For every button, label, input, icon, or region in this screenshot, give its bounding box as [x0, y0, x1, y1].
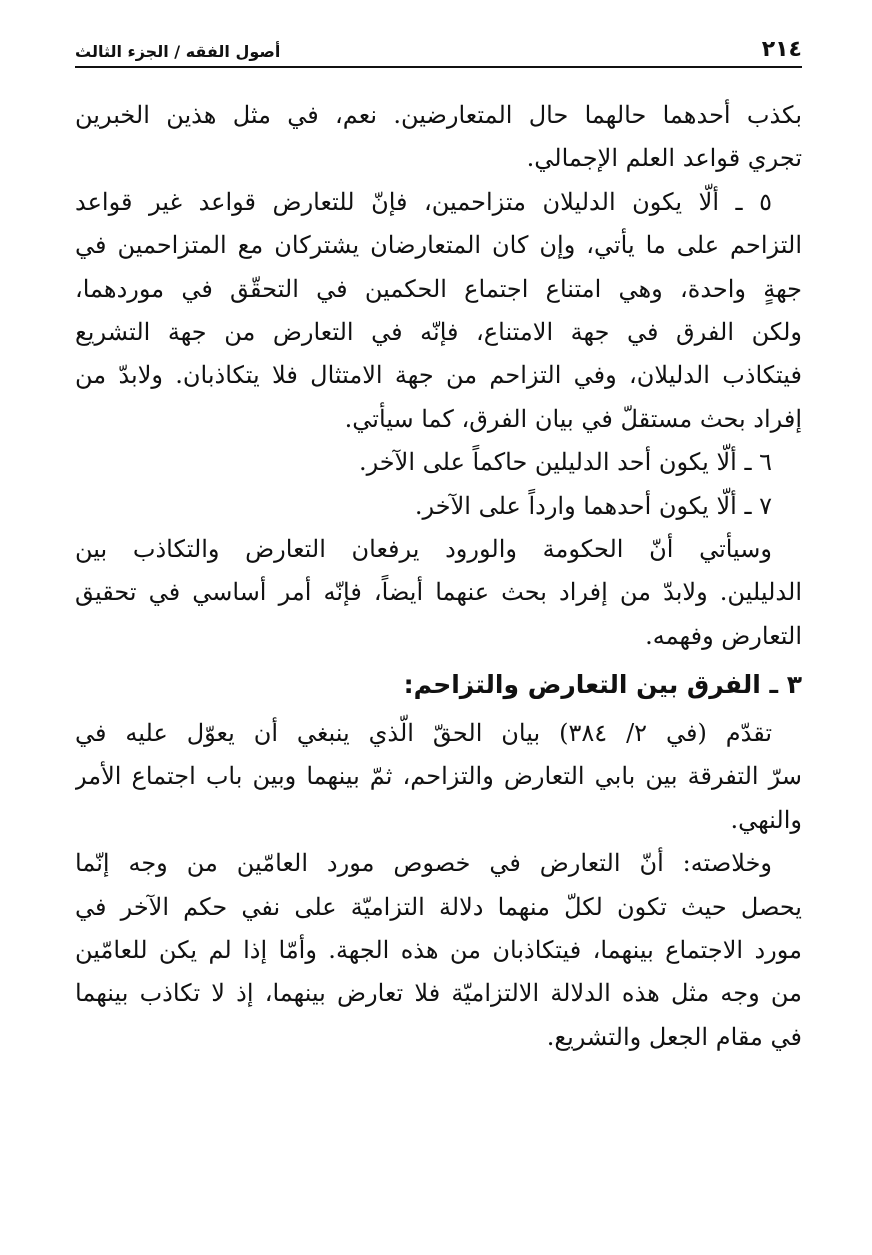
paragraph-condition-7 [75, 485, 802, 528]
paragraph-condition-6 [75, 441, 802, 484]
text-line: جهةٍ واحدة، وهي امتناع اجتماع الحكمين في التحقّق في موردهما، [75, 274, 802, 303]
text-line: سرّ التفرقة بين بابي التعارض والتزاحم، ثمّ بينهما وبين باب اجتماع الأمر [75, 762, 802, 791]
text-line: من وجه مثل هذه الدلالة الالتزاميّة فلا تعارض بينهما، إذ لا تكاذب بينهما [75, 979, 802, 1008]
page-body [75, 94, 802, 1059]
text-line: ٦ ـ ألّا يكون أحد الدليلين حاكماً على الآخر. [358, 448, 772, 477]
text-line: التزاحم على ما يأتي، وإن كان المتعارضان يشتركان مع المتزاحمين في [75, 231, 802, 260]
text-line: فيتكاذب الدليلان، وفي التزاحم من جهة الامتثال فلا يتكاذبان. ولابدّ من [75, 361, 802, 390]
paragraph-1 [75, 94, 802, 181]
text-line: تجري قواعد العلم الإجمالي. [526, 144, 802, 173]
running-title: أصول الفقه / الجزء الثالث [75, 42, 281, 61]
text-line: تقدّم (في ٢/ ٣٨٤) بيان الحقّ الّذي ينبغي أن يعوّل عليه في [75, 719, 773, 748]
paragraph-5 [75, 842, 802, 1059]
text-line: إفراد بحث مستقلّ في بيان الفرق، كما سيأتي. [344, 404, 802, 433]
text-line: ٥ ـ ألّا يكون الدليلان متزاحمين، فإنّ للتعارض قواعد غير قواعد [75, 187, 772, 216]
paragraph-condition-5 [75, 181, 802, 441]
page-number: ٢١٤ [761, 37, 802, 62]
text-line: بكذب أحدهما حالهما حال المتعارضين. نعم، في مثل هذين الخبرين [75, 101, 802, 129]
text-line: التعارض وفهمه. [645, 621, 802, 650]
section-heading: ٣ ـ الفرق بين التعارض والتزاحم: [403, 670, 802, 700]
paragraph-3 [75, 528, 802, 658]
page-header [75, 36, 802, 68]
text-line: ٧ ـ ألّا يكون أحدهما وارداً على الآخر. [414, 491, 772, 520]
text-line: وخلاصته: أنّ التعارض في خصوص مورد العامّين من وجه إنّما [75, 849, 772, 878]
text-line: الدليلين. ولابدّ من إفراد بحث عنهما أيضاً، فإنّه أمر أساسي في تحقيق [75, 578, 802, 607]
text-line: ولكن الفرق في جهة الامتناع، فإنّه في التعارض من جهة التشريع [75, 317, 802, 346]
text-line: وسيأتي أنّ الحكومة والورود يرفعان التعارض والتكاذب بين [75, 534, 772, 563]
paragraph-4 [75, 712, 802, 842]
text-line: مورد الاجتماع بينهما، فيتكاذبان من هذه الجهة. وأمّا إذا لم يكن للعامّين [75, 936, 802, 965]
text-line: والنهي. [730, 805, 802, 834]
text-line: في مقام الجعل والتشريع. [546, 1022, 802, 1051]
text-line: يحصل حيث تكون لكلّ منهما دلالة التزاميّة على نفي حكم الآخر في [75, 892, 802, 921]
